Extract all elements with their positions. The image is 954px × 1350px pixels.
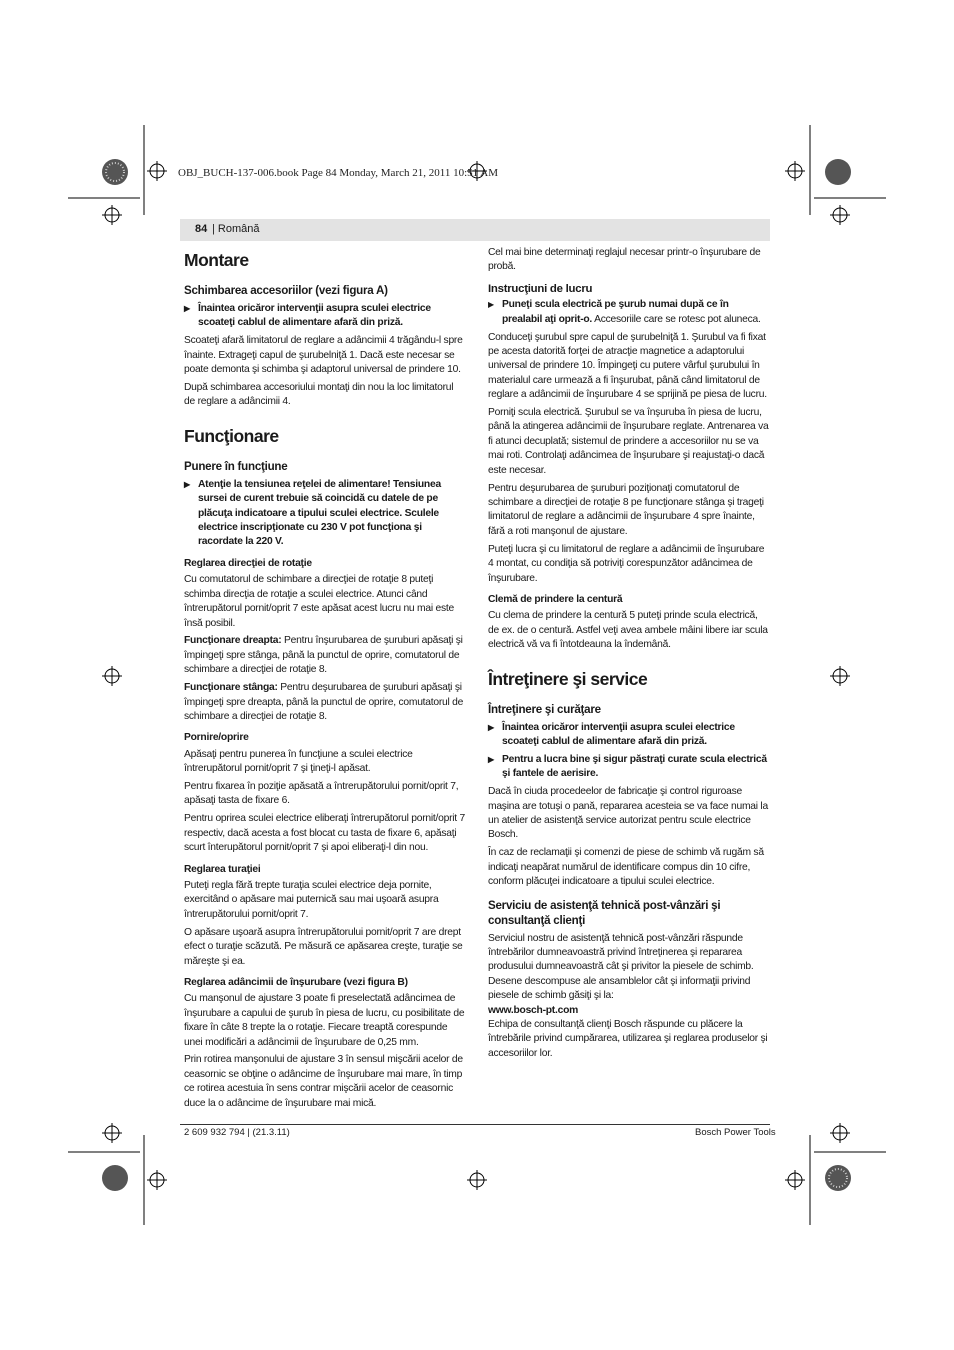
paragraph: Cu manşonul de ajustare 3 poate fi preselectată adâncimea de înşurubare a capului de şurub în piesa de lucru, cu posibilitate de fixare în câte 8 trepte la o rotaţie. Fiecare treaptă corespunde unei modificări a adâncimii de înşurubare de 0,25 mm. bbox=[184, 993, 465, 1048]
footer-brand: Bosch Power Tools bbox=[695, 1127, 776, 1138]
paragraph: Pentru fixarea în poziţie apăsată a întrerupătorului pornit/oprit 7, apăsaţi tasta de fixare 6. bbox=[184, 781, 459, 807]
paragraph: În caz de reclamaţii şi comenzi de piese de schimb vă rugăm să indicaţi neapărat numărul de identificare compus din 10 cifre, conform plăcuţei indicatoare a tipului sculei electrice. bbox=[488, 847, 764, 888]
warning-bullet: ▶ Înaintea oricăror intervenţii asupra sculei electrice scoateţi cablul de alimentare afară din priză. bbox=[184, 302, 466, 331]
label-dreapta: Funcţionare dreapta: bbox=[184, 635, 282, 647]
heading-directie: Reglarea direcţiei de rotaţie bbox=[184, 557, 312, 569]
paragraph: Conduceţi şurubul spre capul de şurubelniţă 1. Şurubul va fi fixat pe acesta datorită forţei de atracţie magnetice a adaptorului universal de prindere 10. Împingeţi cu putere vârful şurubului în materialul care urmează a fi înşurubat, până când limitatorul de reglare a adâncimii de înşurubare 4 se sprijină pe piesa de lucru. bbox=[488, 331, 767, 401]
paragraph: Prin rotirea manşonului de ajustare 3 în sensul mişcării acelor de ceasornic se obţine o adâncime de înşurubare mai mare, în timp ce rotirea acestuia în sens contrar mişcării acelor de ceasornic duce la o adâncime de înşurubare mai mică. bbox=[184, 1054, 463, 1109]
heading-serviciu: Serviciu de asistenţă tehnică post-vânzări şi consultanţă clienţi bbox=[488, 898, 721, 927]
bullet-bold: Puneţi scula electrică pe şurub numai după ce în prealabil aţi oprit-o. bbox=[502, 299, 729, 325]
paragraph: Cu comutatorul de schimbare a direcţiei de rotaţie 8 puteţi schimba direcţia de rotaţie a sculei electrice. Atunci când întrerupătorul pornit/oprit 7 este apăsat acest lucru nu mai este însă posibil. bbox=[184, 574, 454, 629]
footer-divider bbox=[180, 1124, 770, 1125]
paragraph: Puteţi regla fără trepte turaţia sculei electrice deja pornite, exercitând o apăsare mai puternică sau mai uşoară asupra întrerupătorului pornit/oprit 7. bbox=[184, 880, 439, 920]
heading-clema: Clemă de prindere la centură bbox=[488, 593, 623, 605]
text-stanga: Pentru deşurubarea de şuruburi apăsaţi şi împingeţi spre dreapta, până la punctul de oprire, comutatorul de schimbare a direcţiei de rotaţie 8. bbox=[184, 682, 464, 722]
paragraph: După schimbarea accesoriului montaţi din nou la loc limitatorul de reglare a adâncimii 4. bbox=[184, 382, 454, 408]
heading-schimbarea: Schimbarea accesoriilor (vezi figura A) bbox=[184, 284, 388, 297]
right-column bbox=[488, 246, 770, 1065]
paragraph: Porniţi scula electrică. Şurubul se va înşuruba în piesa de lucru, până la atingerea adâncimii de înşurubare reglate. Antrenarea va fi atunci decuplată; sistemul de prindere a accesoriilor nu se va mai roti. Controlaţi adâncimea de înşurubare şi reajustaţi-o dacă este necesar. bbox=[488, 407, 769, 476]
paragraph: Serviciul nostru de asistenţă tehnică post-vânzări răspunde întrebărilor dumneavoastră privind întreţinerea şi repararea produsului dumneavoastră cât şi privitor la piesele de schimb. Desene descompuse ale ansamblelor cât şi informaţii privind piesele de schimb găsiţi şi la: bbox=[488, 932, 754, 1002]
language-label: | Română bbox=[212, 223, 260, 235]
paragraph: Cel mai bine determinaţi reglajul necesar printr-o înşurubare de probă. bbox=[488, 247, 761, 273]
text-dreapta: Pentru înşurubarea de şuruburi apăsaţi şi împingeţi spre stânga, până la punctul de oprire, comutatorul de schimbare a direcţiei de rotaţie 8. bbox=[184, 635, 463, 676]
heading-adancime: Reglarea adâncimii de înşurubare (vezi figura B) bbox=[184, 976, 408, 988]
website-link[interactable]: www.bosch-pt.com bbox=[488, 1004, 579, 1016]
warning-bullet bbox=[488, 298, 770, 327]
paragraph: Echipa de consultanţă clienţi Bosch răspunde cu plăcere la întrebările privind cumpărarea, utilizarea şi reglarea produselor şi accesoriilor lor. bbox=[488, 1018, 768, 1059]
paragraph: Dacă în ciuda procedeelor de fabricaţie şi control riguroase maşina are totuşi o pană, repararea acesteia se va face numai la un atelier de asistenţă service autorizat pentru scule electrice Bosch. bbox=[488, 786, 768, 841]
warning-bullet: ▶ Atenţie la tensiunea reţelei de alimentare! Tensiunea sursei de curent trebuie să coincidă cu datele de pe plăcuţa indicatoare a tipului sculei electrice. Sculele electrice inscripţionate cu 230 V pot funcţiona şi racordate la 220 V. bbox=[184, 478, 466, 550]
paragraph bbox=[184, 634, 466, 677]
bullet-rest: Accesoriile care se rotesc pot aluneca. bbox=[592, 313, 761, 325]
left-column bbox=[184, 246, 466, 1115]
label-stanga: Funcţionare stânga: bbox=[184, 682, 278, 694]
paragraph: Scoateţi afară limitatorul de reglare a adâncimii 4 trăgându-l spre înainte. Extrageţi capul de şurubelniţă 1. Dacă este necesar se poate demonta şi schimba şi adaptorul universal de prindere 10. bbox=[184, 335, 463, 376]
paragraph: Pentru oprirea sculei electrice eliberaţi întrerupătorul pornit/oprit 7 respectiv, dacă acesta a fost blocat cu tasta de fixare 6, apăsaţi scurt înterupătorul pornit/oprit 7 şi apoi eliberaţi-l din nou. bbox=[184, 813, 466, 854]
heading-instructiuni: Instrucţiuni de lucru bbox=[488, 282, 593, 295]
warning-bullet: ▶ Pentru a lucra bine şi sigur păstraţi curate scula electrică şi fantele de aerisire. bbox=[488, 753, 770, 782]
heading-punere: Punere în funcţiune bbox=[184, 459, 288, 473]
heading-functionare: Funcţionare bbox=[184, 425, 279, 446]
paragraph: Puteţi lucra şi cu limitatorul de reglare a adâncimii de înşurubare 4 montat, cu condiţia să potriviţi corespunzător adâncimea de înşurubare. bbox=[488, 543, 765, 584]
warning-bullet: ▶ Înaintea oricăror intervenţii asupra sculei electrice scoateţi cablul de alimentare afară din priză. bbox=[488, 721, 770, 750]
paragraph: Pentru deşurubarea de şuruburi poziţionaţi comutatorul de schimbare a direcţiei de rotaţie 8 pe funcţionare stânga şi trageţi limitatorul de reglare a adâncimii de înşurubare 4 spre înainte, fără a roti manşonul de ajustare. bbox=[488, 482, 764, 537]
paragraph: Cu clema de prindere la centură 5 puteţi prinde scula electrică, de ex. de o centură. Astfel veţi avea ambele mâini libere iar scula electrică vă va fi întotdeauna la îndemână. bbox=[488, 610, 768, 651]
paragraph: Apăsaţi pentru punerea în funcţiune a sculei electrice întrerupătorul pornit/oprit 7 şi ţineţi-l apăsat. bbox=[184, 748, 413, 775]
page-number: 84 bbox=[195, 223, 208, 235]
paragraph: O apăsare uşoară asupra întrerupătorului pornit/oprit 7 are drept efect o turaţie scăzută. Pe măsură ce apăsarea creşte, turaţie se măreşte şi ea. bbox=[184, 926, 463, 967]
heading-intretinere: Întreţinere şi service bbox=[488, 668, 648, 689]
page-header bbox=[180, 219, 770, 241]
heading-montare: Montare bbox=[184, 250, 249, 270]
paragraph bbox=[184, 681, 466, 724]
footer-doc-number: 2 609 932 794 | (21.3.11) bbox=[184, 1127, 290, 1138]
heading-curatare: Întreţinere şi curăţare bbox=[488, 702, 601, 716]
heading-pornire: Pornire/oprire bbox=[184, 732, 249, 744]
print-slug: OBJ_BUCH-137-006.book Page 84 Monday, March 21, 2011 10:51 AM bbox=[178, 167, 499, 179]
heading-turatie: Reglarea turaţiei bbox=[184, 863, 261, 875]
